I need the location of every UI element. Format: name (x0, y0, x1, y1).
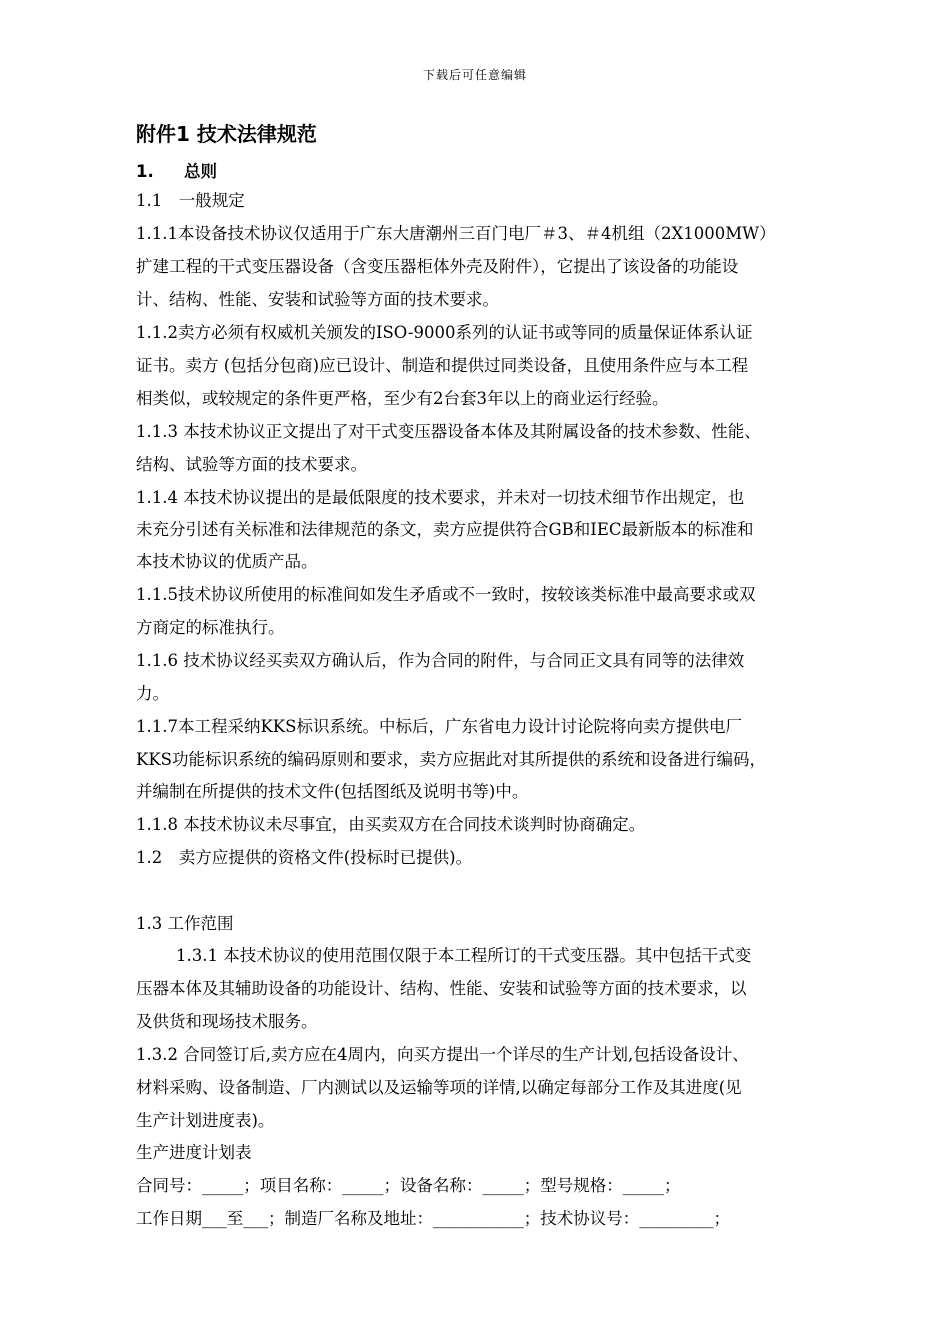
table-caption: 生产进度计划表 (136, 1143, 252, 1162)
paragraph-line: 1.1.8 本技术协议未尽事宜，由买卖双方在合同技术谈判时协商确定。 (136, 815, 646, 834)
paragraph-line: 1.1.3 本技术协议正文提出了对干式变压器设备本体及其附属设备的技术参数、性能、 (136, 422, 761, 441)
paragraph-line: 1.1 一般规定 (136, 191, 245, 210)
form-line: 合同号：_____；项目名称：_____；设备名称：_____；型号规格：_____； (136, 1176, 681, 1195)
subsection-heading: 1.3 工作范围 (136, 914, 234, 933)
section-label: 总则 (184, 162, 217, 181)
section-number: 1. (136, 162, 154, 181)
document-title: 附件1 技术法律规范 (136, 122, 317, 146)
paragraph-line: 扩建工程的干式变压器设备（含变压器柜体外壳及附件），它提出了该设备的功能设 (136, 257, 739, 276)
section-heading (136, 158, 217, 182)
paragraph-line: 本技术协议的优质产品。 (136, 552, 318, 571)
paragraph-line: 1.3.2 合同签订后,卖方应在4周内，向买方提出一个详尽的生产计划,包括设备设计、 (136, 1045, 749, 1064)
paragraph-line: 压器本体及其辅助设备的功能设计、结构、性能、安装和试验等方面的技术要求，以 (136, 979, 747, 998)
paragraph-line: 未充分引述有关标准和法律规范的条文，卖方应提供符合GB和IEC最新版本的标准和 (136, 520, 754, 539)
paragraph-line: 及供货和现场技术服务。 (136, 1012, 318, 1031)
paragraph-line: 1.2 卖方应提供的资格文件(投标时已提供)。 (136, 848, 473, 867)
paragraph-line: 相类似，或较规定的条件更严格，至少有2台套3年以上的商业运行经验。 (136, 389, 669, 408)
paragraph-line: 计、结构、性能、安装和试验等方面的技术要求。 (136, 290, 499, 309)
paragraph-line: 生产计划进度表)。 (136, 1111, 275, 1130)
page-header: 下载后可任意编辑 (422, 68, 527, 82)
paragraph-line: 1.1.7本工程采纳KKS标识系统。中标后，广东省电力设计讨论院将向卖方提供电厂 (136, 717, 742, 736)
paragraph-line: 1.1.6 技术协议经买卖双方确认后，作为合同的附件，与合同正文具有同等的法律效 (136, 651, 745, 670)
paragraph-line: 1.1.5技术协议所使用的标准间如发生矛盾或不一致时，按较该类标准中最高要求或双 (136, 585, 756, 604)
paragraph-line: 1.1.1本设备技术协议仅适用于广东大唐潮州三百门电厂＃3、＃4机组（2X1000MW） (136, 224, 776, 243)
paragraph-line: KKS功能标识系统的编码原则和要求，卖方应据此对其所提供的系统和设备进行编码， (136, 750, 766, 769)
paragraph-line: 1.1.2卖方必须有权威机关颁发的ISO-9000系列的认证书或等同的质量保证体系认证 (136, 323, 753, 342)
paragraph-line: 材料采购、设备制造、厂内测试以及运输等项的详情,以确定每部分工作及其进度(见 (136, 1078, 742, 1097)
form-line: 工作日期___至___；制造厂名称及地址：___________；技术协议号：_________； (136, 1209, 730, 1228)
paragraph-line: 方商定的标准执行。 (136, 618, 285, 637)
paragraph-line: 1.1.4 本技术协议提出的是最低限度的技术要求，并未对一切技术细节作出规定，也 (136, 488, 745, 507)
paragraph-line: 并编制在所提供的技术文件(包括图纸及说明书等)中。 (136, 782, 529, 801)
paragraph-line: 证书。卖方 (包括分包商)应已设计、制造和提供过同类设备，且使用条件应与本工程 (136, 356, 749, 375)
paragraph-line: 力。 (136, 684, 169, 703)
paragraph-line: 1.3.1 本技术协议的使用范围仅限于本工程所订的干式变压器。其中包括干式变 (176, 946, 752, 965)
paragraph-line: 结构、试验等方面的技术要求。 (136, 455, 367, 474)
